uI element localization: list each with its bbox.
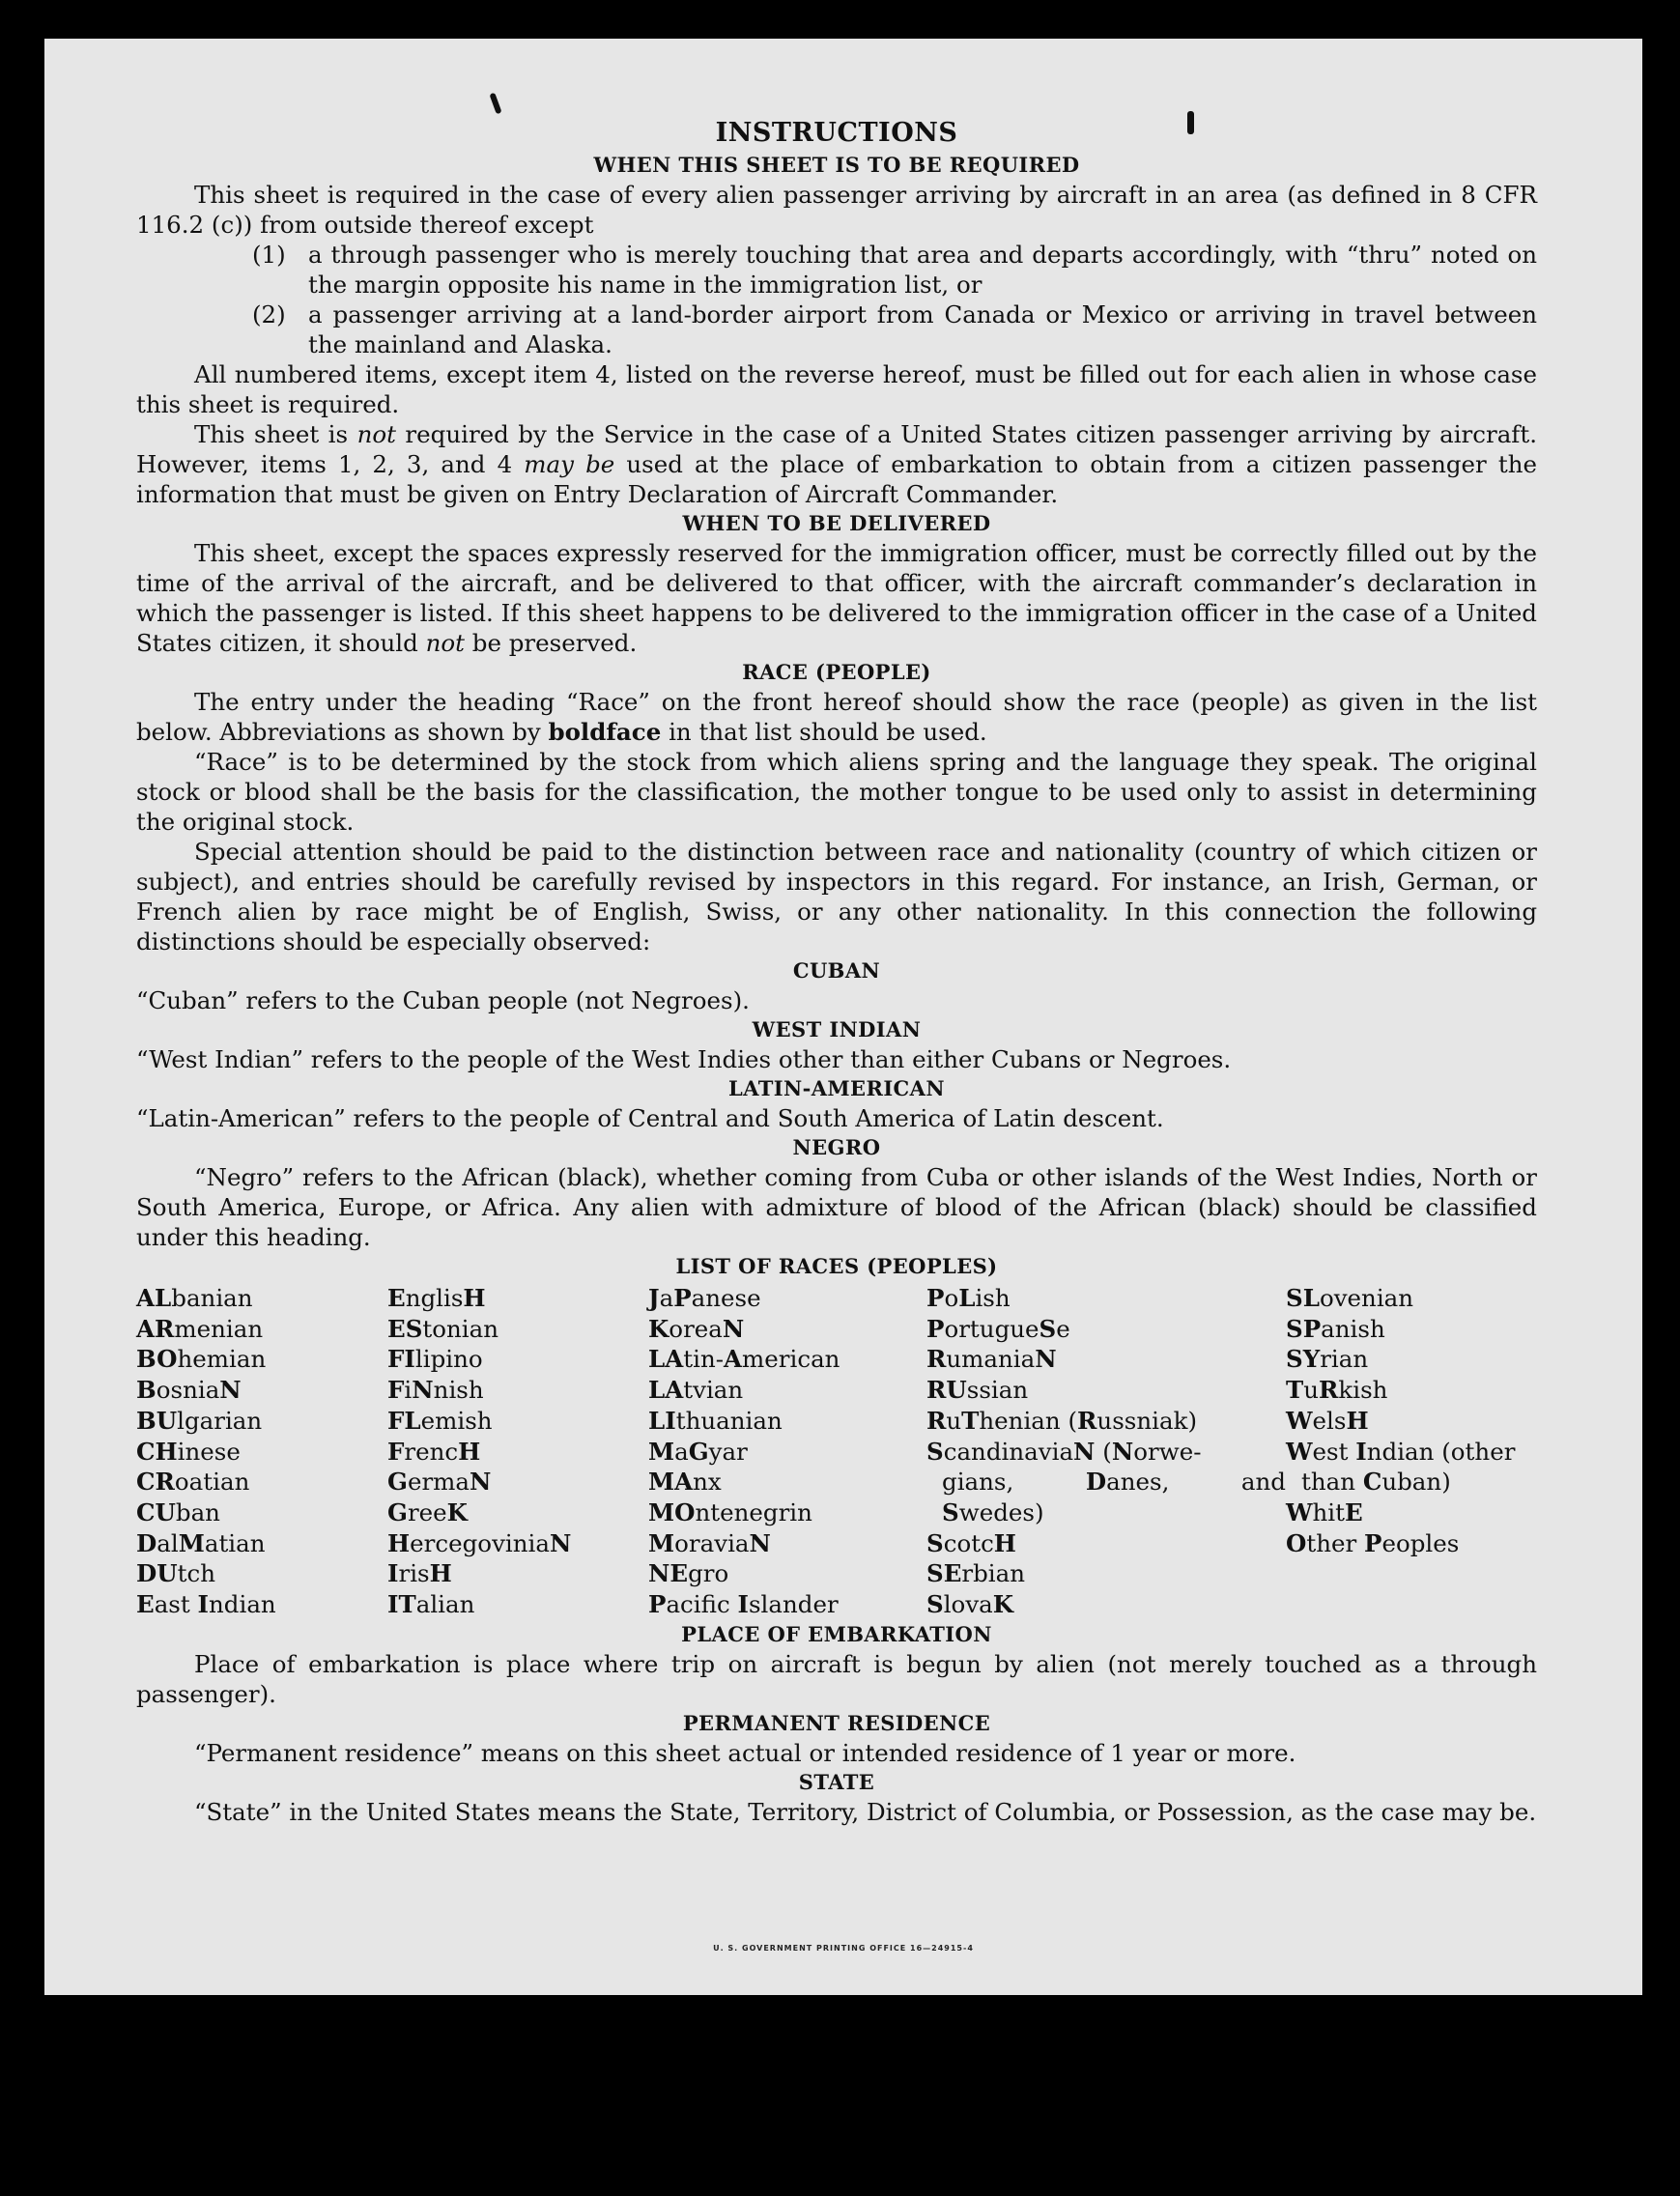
race-entry: LAtin-American [648, 1345, 840, 1374]
race-entry: PoLish [926, 1284, 1011, 1312]
section-heading: NEGRO [792, 1135, 881, 1159]
paragraph: All numbered items, except item 4, listed on the reverse hereof, must be filled out for each alien in whose case this sheet is required. [136, 360, 1537, 418]
race-column [387, 1283, 648, 1620]
section-heading: WEST INDIAN [752, 1017, 922, 1041]
race-entry: RUssian [926, 1376, 1029, 1405]
race-entry: BUlgarian [136, 1406, 263, 1435]
race-column [926, 1283, 1286, 1620]
race-entry: East Indian [136, 1590, 276, 1619]
race-entry: CHinese [136, 1437, 241, 1466]
paragraph: “State” in the United States means the State, Territory, District of Columbia, or Possession, as the case may be. [194, 1797, 1537, 1826]
race-entry: than Cuban) [1301, 1468, 1451, 1497]
section-heading: WHEN THIS SHEET IS TO BE REQUIRED [593, 153, 1080, 177]
race-entry: KoreaN [648, 1314, 745, 1343]
paragraph: Place of embarkation is place where trip on aircraft is begun by alien (not merely touched as a through passenger). [136, 1649, 1537, 1708]
paragraph: “Latin-American” refers to the people of Central and South America of Latin descent. [136, 1104, 1164, 1132]
race-entry: LIthuanian [648, 1406, 783, 1435]
text-run: in that list should be used. [661, 718, 987, 746]
race-entry: SLovenian [1286, 1284, 1414, 1312]
ink-mark [489, 93, 501, 115]
printer-imprint: U. S. GOVERNMENT PRINTING OFFICE 16—24915-4 [713, 1944, 974, 1953]
paragraph: “Race” is to be determined by the stock from which aliens spring and the language they speak. The original stock or blood shall be the basis for the classification, the mother tongue to be used only to assist in determining the original stock. [136, 748, 1537, 836]
race-entry: LAtvian [648, 1376, 744, 1405]
paragraph: Special attention should be paid to the distinction between race and nationality (country of which citizen or subject), and entries should be carefully revised by inspectors in this regard. For instance, an Irish, German, or French alien by race might be of English, Swiss, or any other nationality. In this connection the following distinctions should be especially observed: [136, 838, 1537, 955]
race-entry: RuThenian (Russniak) [926, 1406, 1198, 1435]
race-entry: CRoatian [136, 1468, 250, 1497]
race-entry: SYrian [1286, 1345, 1369, 1374]
race-entry: Swedes) [942, 1497, 1044, 1526]
race-entry: FIlipino [387, 1345, 483, 1374]
race-entry: MoraviaN [648, 1528, 771, 1557]
race-entry: MOntenegrin [648, 1497, 812, 1526]
italic-run: not [425, 629, 465, 657]
italic-run: not [356, 420, 396, 448]
race-entry: WhitE [1286, 1497, 1363, 1526]
section-heading: CUBAN [792, 958, 881, 983]
race-entry: West Indian (other [1286, 1437, 1516, 1466]
paragraph: This sheet is required in the case of every alien passenger arriving by aircraft in an area (as defined in 8 CFR 116.2 (c)) from outside thereof except [136, 181, 1537, 239]
section-heading: RACE (PEOPLE) [742, 660, 931, 684]
race-entry: ScotcH [926, 1528, 1016, 1557]
race-entry: MAnx [648, 1468, 722, 1497]
race-entry: RumaniaN [926, 1345, 1057, 1374]
race-entry: MaGyar [648, 1437, 748, 1466]
race-entry: BOhemian [136, 1345, 267, 1374]
section-heading: PLACE OF EMBARKATION [681, 1621, 992, 1646]
section-heading: LATIN-AMERICAN [728, 1076, 945, 1100]
list-number: (2) [252, 300, 286, 328]
race-entry: FLemish [387, 1406, 493, 1435]
race-entry: GreeK [387, 1497, 468, 1526]
race-entry: CUban [136, 1497, 220, 1526]
race-entry: DUtch [136, 1559, 215, 1588]
race-entry: Pacifc Islander [648, 1590, 839, 1619]
race-entry: BosniaN [136, 1376, 242, 1405]
race-column [1286, 1283, 1537, 1620]
text-run: required by the Service in the case of a United States citizen passenger arriving by aircraft. However, items 1, 2, 3, and 4 [136, 420, 1538, 478]
race-entry: SlovaK [926, 1590, 1014, 1619]
paragraph [136, 687, 1537, 747]
race-entry: IrisH [387, 1559, 452, 1588]
paragraph: “Negro” refers to the African (black), whether coming from Cuba or other islands of the West Indies, North or South America, Europe, or Africa. Any alien with admixture of blood of the African (black) should be classified under this heading. [136, 1163, 1537, 1251]
italic-run: may be [524, 450, 615, 478]
race-entry: ALbanian [136, 1284, 253, 1312]
section-heading: STATE [798, 1769, 875, 1794]
race-entry: ITalian [387, 1590, 475, 1619]
race-entry: JaPanese [648, 1284, 761, 1312]
race-column [136, 1283, 387, 1620]
race-entry: SErbian [926, 1559, 1026, 1588]
race-entry: Other Peoples [1286, 1528, 1460, 1557]
text-run: be preserved. [464, 629, 638, 657]
race-column [648, 1283, 926, 1620]
text-run: used at the place of embarkation to obtain from a citizen passenger the information that must be given on Entry Declaration of Aircraft Commander. [136, 450, 1537, 508]
instructions-body [136, 116, 1537, 1827]
paragraph [136, 538, 1537, 658]
race-entry: FiNnish [387, 1376, 484, 1405]
section-heading: LIST OF RACES (PEOPLES) [675, 1254, 998, 1278]
race-entry: HercegoviniaN [387, 1528, 572, 1557]
race-entry: EStonian [387, 1314, 499, 1343]
list-text: a through passenger who is merely touching that area and departs accordingly, with “thru” noted on the margin opposite his name in the immigration list, or [308, 241, 1537, 299]
text-run: This sheet is [194, 420, 357, 448]
paragraph: “Permanent residence” means on this sheet actual or intended residence of 1 year or more. [194, 1738, 1296, 1767]
race-entry: GermaN [387, 1468, 492, 1497]
race-entry: TuRkish [1286, 1376, 1388, 1405]
paragraph: “Cuban” refers to the Cuban people (not Negroes). [136, 986, 750, 1014]
list-number: (1) [252, 241, 286, 269]
text-run: The entry under the heading “Race” on the front hereof should show the race (people) as given in the list below. Abbreviations as shown by [136, 688, 1537, 746]
race-entry: SPanish [1286, 1314, 1385, 1343]
race-entry: FrencH [387, 1437, 481, 1466]
section-heading: WHEN TO BE DELIVERED [682, 511, 991, 535]
race-entry: WelsH [1286, 1406, 1369, 1435]
race-entry: ScandinaviaN (Norwe- [926, 1437, 1202, 1466]
list-item [252, 299, 1537, 359]
page-title: INSTRUCTIONS [715, 118, 958, 148]
race-entry: gians, Danes, and [942, 1468, 1286, 1497]
paragraph [136, 419, 1537, 509]
list-text: a passenger arriving at a land-border airport from Canada or Mexico or arriving in travel between the mainland and Alaska. [308, 300, 1537, 358]
text-run: This sheet, except the spaces expressly reserved for the immigration officer, must be correctly filled out by the time of the arrival of the aircraft, and be delivered to that officer, with the aircraft commander’s declaration in which the passenger is listed. If this sheet happens to be delivered to the immigration officer in the case of a United States citizen, it should [136, 539, 1537, 657]
bold-run: boldface [548, 718, 662, 746]
document-sheet [44, 39, 1642, 1995]
section-heading: PERMANENT RESIDENCE [682, 1710, 991, 1735]
paragraph: “West Indian” refers to the people of the West Indies other than either Cubans or Negroes. [136, 1045, 1232, 1073]
race-entry: NEgro [648, 1559, 729, 1588]
race-list [136, 1283, 1537, 1620]
race-entry: PortugueSe [926, 1314, 1070, 1343]
list-item [252, 240, 1537, 299]
race-entry: EnglisH [387, 1284, 486, 1312]
race-entry: DalMatian [136, 1528, 266, 1557]
race-entry: ARmenian [136, 1314, 264, 1343]
